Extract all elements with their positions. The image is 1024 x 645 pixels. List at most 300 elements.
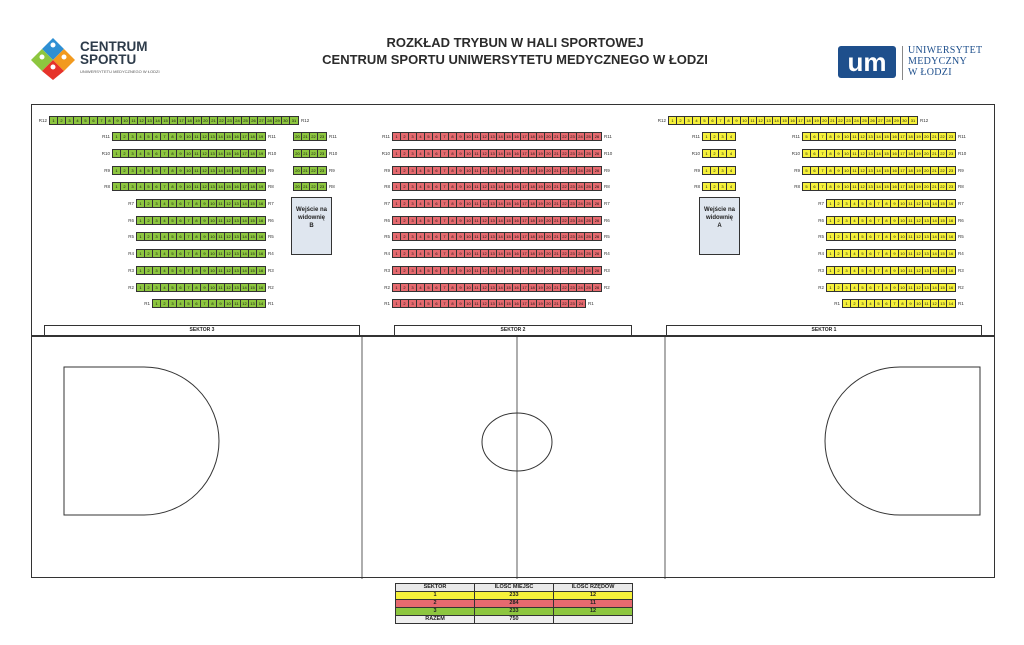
- row-label: R6: [268, 217, 274, 223]
- seat: 31: [910, 117, 916, 123]
- seat: 12: [915, 217, 923, 224]
- seat: 19: [537, 250, 545, 257]
- seat: 11: [473, 300, 481, 307]
- seat: 6: [433, 267, 441, 274]
- seat: 15: [249, 200, 257, 207]
- seat: 6: [193, 300, 201, 307]
- seat: 13: [867, 150, 875, 157]
- row-label: R7: [268, 201, 274, 206]
- row-label: R9: [384, 167, 390, 173]
- seat: 27: [258, 117, 266, 124]
- seat: 20: [545, 250, 553, 257]
- seat: 1: [113, 150, 121, 157]
- seat: 10: [915, 300, 923, 307]
- seat-block: [802, 132, 956, 141]
- seat: 3: [153, 200, 161, 207]
- seat: 13: [233, 284, 241, 291]
- seat: 9: [457, 133, 465, 140]
- seat: 1: [113, 183, 121, 190]
- seat-row-r8: [96, 183, 274, 191]
- seat: 28: [885, 117, 893, 124]
- seat: 8: [106, 117, 114, 124]
- sports-court: [31, 336, 995, 578]
- seat: 1: [827, 250, 835, 257]
- seat: 15: [505, 284, 513, 291]
- seat: 3: [153, 284, 161, 291]
- seat: 7: [441, 217, 449, 224]
- seat: 24: [577, 217, 585, 224]
- seat: 17: [178, 117, 186, 124]
- seat: 7: [441, 133, 449, 140]
- seat: 19: [915, 167, 923, 174]
- seat: 12: [481, 233, 489, 240]
- seat: 14: [931, 284, 939, 291]
- seat: 16: [948, 284, 954, 290]
- seat: 10: [122, 117, 130, 124]
- seat: 7: [441, 284, 449, 291]
- seat: 14: [497, 284, 505, 291]
- seat: 4: [727, 167, 735, 174]
- seat: 9: [457, 233, 465, 240]
- seat: 22: [561, 250, 569, 257]
- seat: 13: [489, 183, 497, 190]
- seat: 1: [827, 267, 835, 274]
- seat-block: [293, 132, 327, 141]
- sector-1-label: SEKTOR 1: [666, 325, 982, 335]
- seat: 11: [193, 167, 201, 174]
- seat-row-r8: [376, 183, 610, 191]
- seat: 7: [441, 150, 449, 157]
- seat: 2: [401, 300, 409, 307]
- seat: 18: [249, 133, 257, 140]
- seat-row-r8: [291, 183, 335, 191]
- seat: 31: [291, 117, 297, 123]
- seat: 5: [859, 217, 867, 224]
- seat: 2: [401, 167, 409, 174]
- seat: 3: [409, 150, 417, 157]
- seat: 12: [481, 267, 489, 274]
- seat: 15: [939, 233, 947, 240]
- seat: 13: [233, 217, 241, 224]
- seat: 17: [521, 200, 529, 207]
- seat: 12: [481, 217, 489, 224]
- seat: 14: [497, 233, 505, 240]
- seat: 6: [433, 183, 441, 190]
- seat: 4: [417, 133, 425, 140]
- seat: 17: [521, 167, 529, 174]
- seat: 12: [915, 250, 923, 257]
- seat: 16: [258, 251, 264, 257]
- seat: 4: [417, 217, 425, 224]
- seat: 5: [425, 250, 433, 257]
- seat: 20: [923, 150, 931, 157]
- row-label: R8: [604, 184, 610, 190]
- seat-block: [392, 232, 602, 241]
- seat: 24: [577, 267, 585, 274]
- summary-cell: 3: [396, 608, 475, 616]
- seat: 2: [835, 284, 843, 291]
- seat: 20: [545, 233, 553, 240]
- seat: 24: [577, 200, 585, 207]
- seat: 15: [505, 200, 513, 207]
- seat: 24: [577, 284, 585, 291]
- seat: 10: [465, 217, 473, 224]
- seat: 1: [113, 167, 121, 174]
- seat: 10: [465, 183, 473, 190]
- seat: 17: [521, 300, 529, 307]
- seat: 10: [899, 233, 907, 240]
- seat: 21: [931, 167, 939, 174]
- seat: 1: [393, 183, 401, 190]
- seat-block: [392, 166, 602, 175]
- seat: 23: [569, 200, 577, 207]
- seat-row-r2: [376, 283, 610, 291]
- seat: 24: [577, 133, 585, 140]
- seat: 12: [915, 200, 923, 207]
- seat: 16: [513, 233, 521, 240]
- seat: 1: [393, 300, 401, 307]
- seat: 2: [677, 117, 685, 124]
- seat: 3: [409, 217, 417, 224]
- seat: 14: [497, 267, 505, 274]
- row-label: R10: [329, 150, 338, 156]
- seat: 5: [425, 300, 433, 307]
- seat: 2: [711, 183, 719, 190]
- seat: 5: [859, 200, 867, 207]
- seat: 17: [899, 167, 907, 174]
- seat: 4: [417, 200, 425, 207]
- seat: 11: [851, 167, 859, 174]
- seat: 9: [201, 200, 209, 207]
- seat: 20: [821, 117, 829, 124]
- seat: 26: [594, 167, 600, 173]
- seat: 16: [258, 234, 264, 240]
- row-label: R5: [958, 234, 964, 240]
- seat: 2: [145, 217, 153, 224]
- seat-row-r2: [120, 283, 274, 291]
- row-label: R6: [958, 217, 964, 223]
- seat: 25: [585, 200, 593, 207]
- seat: 18: [529, 284, 537, 291]
- seat: 10: [185, 183, 193, 190]
- seat: 15: [249, 250, 257, 257]
- entrance-a-letter: A: [717, 223, 722, 229]
- seat: 8: [169, 167, 177, 174]
- seat-row-r3: [810, 266, 964, 274]
- seat: 3: [409, 200, 417, 207]
- seat: 8: [449, 267, 457, 274]
- seat: 2: [835, 233, 843, 240]
- seat-block: [802, 166, 956, 175]
- seat: 14: [217, 133, 225, 140]
- seat: 9: [201, 250, 209, 257]
- seat: 7: [161, 133, 169, 140]
- seat: 1: [393, 167, 401, 174]
- seat: 6: [811, 167, 819, 174]
- seat-row-r10: [96, 149, 276, 157]
- seat: 11: [851, 183, 859, 190]
- seat: 4: [417, 284, 425, 291]
- title-line-2: CENTRUM SPORTU UNIWERSYTETU MEDYCZNEGO W ŁODZI: [322, 52, 708, 67]
- seat: 8: [449, 200, 457, 207]
- seat: 2: [401, 233, 409, 240]
- seat: 25: [585, 133, 593, 140]
- seat: 26: [594, 201, 600, 206]
- seat: 14: [497, 167, 505, 174]
- seat-row-r4: [810, 250, 964, 258]
- logo-right-line-2: MEDYCZNY: [908, 56, 968, 67]
- seat: 13: [923, 250, 931, 257]
- seat: 10: [209, 233, 217, 240]
- row-label: R9: [958, 167, 964, 173]
- row-label: R11: [329, 134, 337, 140]
- seat: 19: [537, 167, 545, 174]
- seat: 14: [875, 183, 883, 190]
- seat-block: [826, 232, 956, 241]
- summary-table: [395, 583, 633, 624]
- seat: 14: [931, 233, 939, 240]
- seat: 12: [138, 117, 146, 124]
- seat-row-r4: [120, 250, 274, 258]
- seat: 22: [939, 133, 947, 140]
- seat: 5: [425, 183, 433, 190]
- seat: 15: [505, 183, 513, 190]
- seat: 13: [765, 117, 773, 124]
- seat: 7: [717, 117, 725, 124]
- seat: 16: [513, 200, 521, 207]
- seat: 6: [811, 133, 819, 140]
- seat: 9: [177, 133, 185, 140]
- seat: 7: [161, 150, 169, 157]
- seat: 11: [749, 117, 757, 124]
- seat: 4: [851, 267, 859, 274]
- summary-cell: 11: [554, 600, 633, 608]
- seat: 7: [441, 300, 449, 307]
- seat: 16: [233, 183, 241, 190]
- seat: 13: [489, 267, 497, 274]
- seat: 11: [907, 284, 915, 291]
- seat-block: [293, 149, 327, 158]
- seat: 9: [733, 117, 741, 124]
- seat: 9: [891, 267, 899, 274]
- seat: 11: [233, 300, 241, 307]
- seat: 25: [585, 167, 593, 174]
- seat: 9: [201, 217, 209, 224]
- seat: 10: [899, 267, 907, 274]
- seat: 6: [153, 133, 161, 140]
- seat: 16: [891, 150, 899, 157]
- seat: 10: [209, 250, 217, 257]
- seat: 9: [457, 200, 465, 207]
- row-label: R3: [604, 267, 610, 273]
- seat: 14: [241, 267, 249, 274]
- seat: 14: [497, 183, 505, 190]
- seat: 23: [948, 167, 954, 173]
- seat-block: [49, 116, 299, 125]
- seat: 12: [241, 300, 249, 307]
- seat: 14: [931, 217, 939, 224]
- seat: 25: [242, 117, 250, 124]
- seat: 6: [153, 150, 161, 157]
- seat: 3: [409, 300, 417, 307]
- seat: 1: [703, 167, 711, 174]
- seat: 24: [853, 117, 861, 124]
- summary-cell: [554, 616, 633, 624]
- seat: 7: [875, 284, 883, 291]
- seat: 5: [145, 167, 153, 174]
- seat: 18: [529, 167, 537, 174]
- seat: 12: [481, 133, 489, 140]
- seat: 11: [217, 233, 225, 240]
- seat: 13: [489, 300, 497, 307]
- seat: 3: [409, 133, 417, 140]
- seat: 9: [177, 183, 185, 190]
- seat: 14: [931, 267, 939, 274]
- row-label: R12: [301, 117, 310, 123]
- seat: 1: [137, 284, 145, 291]
- seat: 16: [513, 150, 521, 157]
- row-label: R5: [818, 234, 824, 240]
- seat: 17: [241, 167, 249, 174]
- seat: 24: [577, 250, 585, 257]
- seat: 6: [867, 200, 875, 207]
- seat: 11: [473, 233, 481, 240]
- seat-block: [392, 199, 602, 208]
- seat: 26: [250, 117, 258, 124]
- seat: 15: [249, 217, 257, 224]
- seat: 12: [481, 300, 489, 307]
- row-label: R10: [268, 150, 277, 156]
- seat-block: [136, 283, 266, 292]
- seat: 20: [545, 284, 553, 291]
- seat: 12: [225, 284, 233, 291]
- seat: 27: [877, 117, 885, 124]
- seat: 17: [521, 250, 529, 257]
- seat: 13: [233, 267, 241, 274]
- seat: 20: [545, 150, 553, 157]
- seat-block: [668, 116, 918, 125]
- logo-right-line-1: UNIWERSYTET: [908, 45, 983, 56]
- seat: 5: [425, 267, 433, 274]
- seat: 18: [249, 183, 257, 190]
- seat: 11: [907, 267, 915, 274]
- seat-block: [392, 216, 602, 225]
- seat: 8: [827, 167, 835, 174]
- seat: 11: [907, 200, 915, 207]
- seat: 5: [859, 284, 867, 291]
- seat: 5: [82, 117, 90, 124]
- seat: 8: [827, 133, 835, 140]
- seat: 2: [711, 150, 719, 157]
- seat: 11: [473, 167, 481, 174]
- row-label: R4: [958, 251, 964, 257]
- seat: 19: [915, 133, 923, 140]
- row-label: R4: [128, 251, 134, 257]
- seat: 17: [241, 133, 249, 140]
- seat: 2: [835, 200, 843, 207]
- row-label: R8: [104, 184, 110, 190]
- seat: 29: [893, 117, 901, 124]
- seat: 14: [875, 133, 883, 140]
- seat: 12: [225, 200, 233, 207]
- seat: 24: [577, 183, 585, 190]
- seat: 15: [505, 150, 513, 157]
- seat: 1: [827, 233, 835, 240]
- seat: 9: [457, 150, 465, 157]
- row-label: R5: [268, 234, 274, 240]
- seat-row-r5: [376, 233, 610, 241]
- seat: 9: [457, 183, 465, 190]
- seat: 11: [193, 183, 201, 190]
- seat: 19: [813, 117, 821, 124]
- seat: 9: [891, 284, 899, 291]
- seat: 4: [417, 250, 425, 257]
- summary-row-total: [396, 616, 633, 624]
- seat: 20: [545, 133, 553, 140]
- seat: 10: [465, 167, 473, 174]
- seat: 11: [473, 183, 481, 190]
- seat: 5: [425, 167, 433, 174]
- seat-row-r10: [291, 149, 337, 157]
- seat: 15: [249, 233, 257, 240]
- seat: 13: [923, 200, 931, 207]
- seat: 7: [185, 250, 193, 257]
- seat: 12: [481, 250, 489, 257]
- seat: 6: [433, 167, 441, 174]
- row-label: R8: [329, 184, 335, 190]
- seat: 1: [393, 217, 401, 224]
- seat: 23: [319, 184, 325, 190]
- logo-left-line-3: UNIWERSYTETU MEDYCZNEGO W ŁODZI: [80, 69, 160, 74]
- seat: 5: [425, 200, 433, 207]
- seat: 20: [294, 133, 302, 140]
- row-label: R4: [818, 251, 824, 257]
- seat: 4: [137, 183, 145, 190]
- seat: 10: [843, 183, 851, 190]
- summary-row-sector-2: [396, 600, 633, 608]
- seat-row-r5: [810, 233, 964, 241]
- seat: 5: [145, 150, 153, 157]
- seat: 22: [561, 217, 569, 224]
- seat: 19: [258, 150, 264, 156]
- seat: 7: [819, 133, 827, 140]
- seat: 22: [561, 133, 569, 140]
- row-label: R10: [101, 150, 110, 156]
- seat: 9: [177, 167, 185, 174]
- seat: 22: [561, 200, 569, 207]
- seat: 12: [859, 183, 867, 190]
- seat-row-r9: [376, 166, 610, 174]
- seat: 5: [425, 233, 433, 240]
- seat: 8: [883, 284, 891, 291]
- seat: 14: [217, 150, 225, 157]
- seat: 23: [569, 217, 577, 224]
- seat-row-r5: [120, 233, 274, 241]
- seat: 12: [481, 200, 489, 207]
- seat: 10: [209, 284, 217, 291]
- seat: 4: [137, 133, 145, 140]
- seat: 9: [457, 267, 465, 274]
- row-label: R1: [588, 301, 594, 307]
- seat: 19: [194, 117, 202, 124]
- seat: 10: [465, 267, 473, 274]
- seat: 16: [513, 183, 521, 190]
- seat-block: [702, 149, 736, 158]
- seat: 4: [137, 167, 145, 174]
- row-label: R4: [604, 251, 610, 257]
- seat: 9: [114, 117, 122, 124]
- seat: 4: [161, 267, 169, 274]
